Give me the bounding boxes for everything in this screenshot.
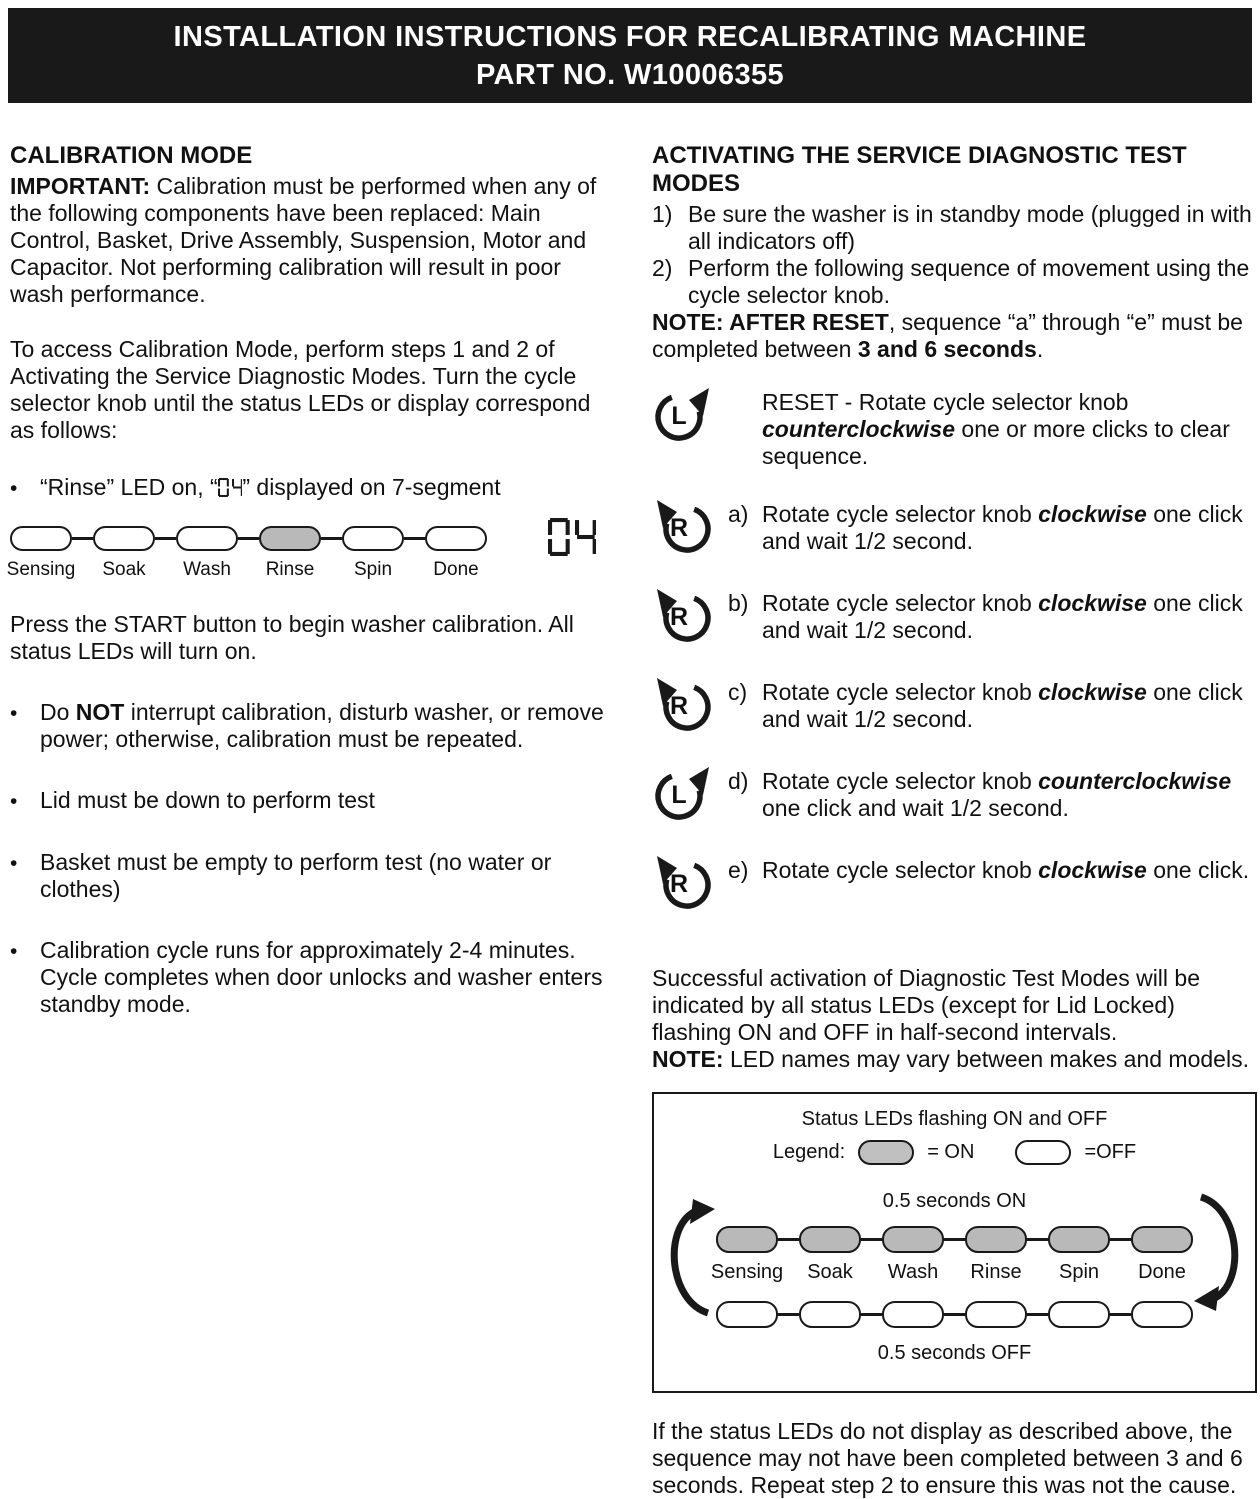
bullet-basket-empty: • Basket must be empty to perform test (no water or clothes) — [10, 849, 604, 903]
step-c: R c) Rotate cycle selector knob clockwise one click and wait 1/2 second. — [652, 679, 1257, 737]
important-paragraph — [10, 173, 604, 308]
led-label: Wash — [183, 559, 231, 580]
led-connector — [155, 537, 176, 540]
bullet-marker — [10, 474, 40, 502]
access-paragraph: To access Calibration Mode, perform steps 1 and 2 of Activating the Service Diagnostic Modes. Turn the cycle selector knob until the status LEDs or display correspond as follows: — [10, 336, 591, 443]
rotate-clockwise-icon: R — [652, 853, 716, 915]
success-paragraph: Successful activation of Diagnostic Test Modes will be indicated by all status LEDs (except for Lid Locked) flashing ON and OFF in half-second intervals. — [652, 965, 1201, 1045]
led-connector — [1027, 1313, 1048, 1316]
led-sensing — [6, 526, 76, 580]
document-header — [8, 8, 1252, 103]
legend-on-pill — [858, 1140, 914, 1165]
activating-heading: ACTIVATING THE SERVICE DIAGNOSTIC TEST MODES — [652, 142, 1187, 197]
off-caption: 0.5 seconds OFF — [877, 1342, 1032, 1364]
led-pill-off — [93, 526, 155, 551]
led-pill-on — [799, 1226, 861, 1253]
important-text: Calibration must be performed when any of the following components have been replaced: Main Control, Basket, Drive Assembly, Suspension, Motor and Capacitor. Not performing calibration will result in poor wash performance. — [10, 173, 597, 307]
led-wash — [176, 526, 238, 580]
step-d: L d) Rotate cycle selector knob counterclockwise one click and wait 1/2 second. — [652, 768, 1257, 826]
step-letter: a) — [728, 501, 749, 527]
led-connector — [861, 1238, 882, 1241]
led-label: Soak — [102, 559, 146, 580]
led-pill-on — [259, 526, 321, 551]
led-rinse — [259, 526, 321, 580]
rotate-clockwise-icon: R — [652, 586, 716, 648]
rinse-led-bullet — [10, 474, 604, 502]
flashing-leds-box — [652, 1092, 1257, 1393]
led-pill-off — [425, 526, 487, 551]
bullet-lid-down: • Lid must be down to perform test — [10, 787, 604, 815]
led-label: Rinse — [970, 1261, 1022, 1283]
flashing-off-row — [654, 1301, 1255, 1328]
header-title-line1: INSTALLATION INSTRUCTIONS FOR RECALIBRATING MACHINE — [173, 20, 1087, 53]
led-label: Sensing — [710, 1261, 784, 1283]
led-pill-off — [342, 526, 404, 551]
led-pill-on — [965, 1226, 1027, 1253]
led-done — [425, 526, 487, 580]
led-pill-on — [1048, 1226, 1110, 1253]
flashing-on-row — [654, 1226, 1255, 1283]
knob-sequence-steps — [652, 389, 1257, 915]
status-led-diagram — [6, 526, 604, 580]
led-wash — [882, 1226, 944, 1283]
cycle-arrow-left — [663, 1191, 717, 1319]
rotate-clockwise-icon: R — [652, 497, 716, 559]
led-label: Sensing — [6, 559, 76, 580]
led-connector — [944, 1313, 965, 1316]
flash-box-title: Status LEDs flashing ON and OFF — [801, 1108, 1108, 1130]
led-pill-off — [176, 526, 238, 551]
on-caption: 0.5 seconds ON — [882, 1190, 1027, 1212]
led-soak — [93, 526, 155, 580]
bullet-no-interrupt: • Do NOT interrupt calibration, disturb washer, or remove power; otherwise, calibration must be repeated. — [10, 699, 604, 753]
led-connector — [72, 537, 93, 540]
led-spin — [342, 526, 404, 580]
led-label: Done — [433, 559, 479, 580]
important-label: IMPORTANT: — [10, 173, 151, 199]
numbered-item-2: 2) Perform the following sequence of movement using the cycle selector knob. — [652, 255, 1250, 308]
step-a: R a) Rotate cycle selector knob clockwise one click and wait 1/2 second. — [652, 501, 1257, 559]
led-pill-off — [965, 1301, 1027, 1328]
led-label: Spin — [353, 559, 393, 580]
led-pill-on — [882, 1226, 944, 1253]
step-letter: c) — [728, 679, 748, 705]
seven-segment-display — [548, 518, 596, 556]
item-number: 2) — [652, 255, 673, 281]
step-letter: e) — [728, 857, 749, 883]
note-led-names: NOTE: LED names may vary between makes and models. — [652, 1046, 1249, 1072]
rotate-counterclockwise-icon: L — [652, 385, 716, 447]
legend-off-pill — [1015, 1140, 1071, 1165]
led-pill-off — [1131, 1301, 1193, 1328]
cycle-arrow-right — [1192, 1191, 1246, 1319]
calibration-mode-column — [6, 142, 604, 1018]
legend-label: Legend: — [772, 1141, 846, 1163]
flash-box-legend — [654, 1140, 1255, 1165]
led-label: Wash — [887, 1261, 939, 1283]
rotate-clockwise-icon: R — [652, 675, 716, 737]
led-pill-off — [716, 1301, 778, 1328]
bullet-marker — [10, 787, 40, 815]
led-label: Soak — [807, 1261, 853, 1283]
led-connector — [1110, 1238, 1131, 1241]
led-done — [1131, 1226, 1193, 1283]
led-label: Spin — [1058, 1261, 1100, 1283]
bullet-marker — [10, 937, 40, 1018]
legend-on-text: = ON — [927, 1141, 975, 1163]
seven-segment-inline — [218, 478, 243, 497]
diagnostic-modes-column — [652, 142, 1257, 1499]
rotate-counterclockwise-icon: L — [652, 764, 716, 826]
led-connector — [778, 1313, 799, 1316]
step-letter: d) — [728, 768, 749, 794]
led-connector — [944, 1238, 965, 1241]
rinse-led-bullet-text: “Rinse” LED on, “ ” displayed on 7-segment — [40, 474, 501, 500]
led-spin — [1048, 1226, 1110, 1283]
bullet-marker — [10, 849, 40, 903]
led-connector — [238, 537, 259, 540]
step-letter: b) — [728, 590, 749, 616]
led-rinse — [965, 1226, 1027, 1283]
footer-paragraph: If the status LEDs do not display as described above, the sequence may not have been completed between 3 and 6 seconds. Repeat step 2 to ensure this was not the cause. — [652, 1418, 1243, 1498]
step-e: R e) Rotate cycle selector knob clockwise one click. — [652, 857, 1257, 915]
led-sensing — [710, 1226, 784, 1283]
led-connector — [1027, 1238, 1048, 1241]
led-connector — [404, 537, 425, 540]
led-connector — [861, 1313, 882, 1316]
led-pill-off — [799, 1301, 861, 1328]
led-connector — [321, 537, 342, 540]
led-pill-off — [1048, 1301, 1110, 1328]
led-label: Rinse — [265, 559, 315, 580]
calibration-mode-heading: CALIBRATION MODE — [10, 142, 253, 169]
press-start-paragraph: Press the START button to begin washer calibration. All status LEDs will turn on. — [10, 611, 574, 664]
step-reset: L RESET - Rotate cycle selector knob counterclockwise one or more clicks to clear sequence. — [652, 389, 1257, 470]
bullet-marker — [10, 699, 40, 753]
led-strip — [6, 526, 487, 580]
led-pill-on — [1131, 1226, 1193, 1253]
led-pill-on — [716, 1226, 778, 1253]
legend-off-text: =OFF — [1084, 1141, 1137, 1163]
led-label: Done — [1138, 1261, 1186, 1283]
note-after-reset: NOTE: AFTER RESET, sequence “a” through “e” must be completed between 3 and 6 seconds. — [652, 309, 1243, 362]
led-soak — [799, 1226, 861, 1283]
led-connector — [778, 1238, 799, 1241]
bullet-cycle-runs: • Calibration cycle runs for approximately 2-4 minutes. Cycle completes when door unlocks and washer enters standby mode. — [10, 937, 604, 1018]
numbered-item-1: 1) Be sure the washer is in standby mode (plugged in with all indicators off) — [652, 201, 1252, 254]
step-b: R b) Rotate cycle selector knob clockwise one click and wait 1/2 second. — [652, 590, 1257, 648]
item-number: 1) — [652, 201, 673, 227]
led-connector — [1110, 1313, 1131, 1316]
led-pill-off — [10, 526, 72, 551]
led-pill-off — [882, 1301, 944, 1328]
header-title-line2: PART NO. W10006355 — [475, 58, 785, 91]
